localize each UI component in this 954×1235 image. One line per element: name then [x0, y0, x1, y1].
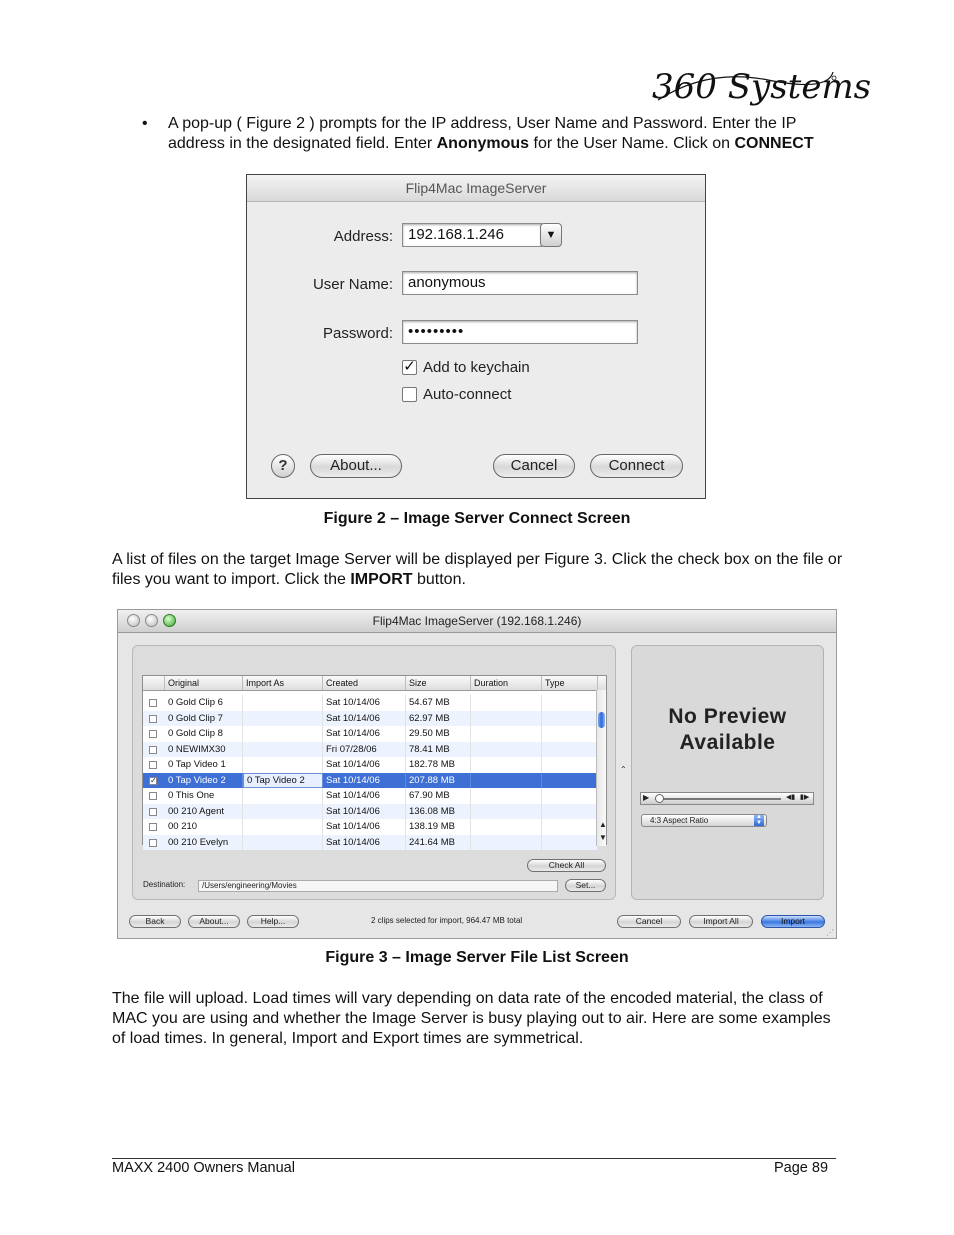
check-all-button[interactable]: Check All [527, 859, 606, 872]
cell-original: 00 210 Evelyn [165, 835, 243, 851]
column-header-original[interactable]: Original [165, 676, 243, 690]
row-checkbox[interactable] [149, 761, 157, 769]
help-button-fig3[interactable]: Help... [247, 915, 299, 928]
minimize-window-button[interactable] [145, 614, 158, 627]
preview-panel [631, 645, 824, 900]
address-label: Address: [333, 228, 393, 245]
resize-grip-icon[interactable]: ⋰ [826, 928, 834, 937]
scroll-down-arrow-icon[interactable]: ▼ [599, 833, 607, 842]
cell-duration [471, 773, 542, 789]
table-scrollbar[interactable] [596, 690, 606, 846]
row-checkbox[interactable] [149, 808, 157, 816]
username-input[interactable]: anonymous [402, 271, 638, 295]
selection-status: 2 clips selected for import, 964.47 MB total [371, 916, 523, 925]
connect-button[interactable]: Connect [590, 454, 683, 478]
row-checkbox[interactable] [149, 839, 157, 847]
bold-connect: CONNECT [734, 135, 814, 152]
table-row[interactable] [143, 835, 598, 851]
cell-size: 78.41 MB [406, 742, 471, 758]
cell-type [542, 773, 598, 789]
password-input[interactable]: ••••••••• [402, 320, 638, 344]
cell-created: Sat 10/14/06 [323, 804, 406, 820]
playback-scrubber[interactable] [655, 794, 664, 803]
about-button-fig3[interactable]: About... [188, 915, 240, 928]
cell-type [542, 757, 598, 773]
cell-import-as[interactable] [243, 726, 323, 742]
cell-type [542, 819, 598, 835]
cell-type [542, 788, 598, 804]
playback-controls [640, 792, 814, 805]
split-handle-icon[interactable]: ⌃ [620, 765, 627, 774]
connect-dialog [246, 174, 706, 499]
cell-type [542, 835, 598, 851]
cell-created: Sat 10/14/06 [323, 757, 406, 773]
cancel-button[interactable]: Cancel [493, 454, 575, 478]
cell-import-as[interactable]: 0 Tap Video 2 [243, 773, 323, 789]
row-checkbox[interactable] [149, 746, 157, 754]
autoconnect-checkbox[interactable] [402, 387, 417, 402]
column-header-duration[interactable]: Duration [471, 676, 542, 690]
company-logo [648, 60, 872, 110]
company-logo-text: 360 Systems [652, 67, 872, 107]
cell-original: 00 210 Agent [165, 804, 243, 820]
table-row[interactable] [143, 695, 598, 711]
import-button[interactable]: Import [761, 915, 825, 928]
keychain-checkbox[interactable] [402, 360, 417, 375]
column-header-type[interactable]: Type [542, 676, 598, 690]
address-dropdown-button[interactable] [540, 223, 562, 247]
cell-created: Sat 10/14/06 [323, 819, 406, 835]
cell-import-as[interactable] [243, 695, 323, 711]
cell-original: 0 Gold Clip 7 [165, 711, 243, 727]
zoom-window-button[interactable] [163, 614, 176, 627]
cell-size: 241.64 MB [406, 835, 471, 851]
cell-duration [471, 804, 542, 820]
bullet-point: • [142, 115, 148, 132]
cell-duration [471, 835, 542, 851]
question-mark-icon: ? [278, 457, 288, 474]
cell-type [542, 695, 598, 711]
file-table [142, 675, 607, 848]
cell-original: 0 This One [165, 788, 243, 804]
username-label: User Name: [312, 276, 393, 293]
footer-rule [112, 1158, 836, 1159]
table-row[interactable] [143, 726, 598, 742]
scroll-up-arrow-icon[interactable]: ▲ [599, 820, 607, 829]
cell-import-as[interactable] [243, 835, 323, 851]
cell-import-as[interactable] [243, 757, 323, 773]
step-back-icon[interactable]: ◀▮ [786, 794, 796, 801]
figure3-caption: Figure 3 – Image Server File List Screen [325, 949, 629, 966]
cell-duration [471, 788, 542, 804]
window-title: Flip4Mac ImageServer (192.168.1.246) [118, 610, 836, 633]
cell-import-as[interactable] [243, 788, 323, 804]
table-row[interactable] [143, 773, 598, 789]
cell-duration [471, 726, 542, 742]
cell-created: Sat 10/14/06 [323, 711, 406, 727]
table-row[interactable] [143, 742, 598, 758]
bold-anonymous: Anonymous [436, 135, 530, 152]
cell-type [542, 742, 598, 758]
cell-size: 54.67 MB [406, 695, 471, 711]
load-times-paragraph: The file will upload. Load times will vary depending on data rate of the encoded material, the class of MAC you are using and whether the Image Server is busy playing out to air. Here are some examples of load times. In general, Import and Export times are symmetrical. [112, 990, 831, 1047]
cell-duration [471, 819, 542, 835]
instruction-bullet: A pop-up ( Figure 2 ) prompts for the IP address, User Name and Password. Enter the IP address in the designated field. Enter Anonymous for the User Name. Click on CONNECT [168, 115, 814, 152]
cell-type [542, 726, 598, 742]
checkmark-icon: ✓ [403, 358, 416, 375]
password-label: Password: [322, 325, 393, 342]
set-destination-button[interactable]: Set... [565, 879, 606, 892]
cell-created: Sat 10/14/06 [323, 695, 406, 711]
close-window-button[interactable] [127, 614, 140, 627]
select-arrows-icon: ▲ ▼ [754, 815, 764, 826]
autoconnect-label: Auto-connect [423, 386, 512, 403]
table-row[interactable] [143, 757, 598, 773]
cell-size: 138.19 MB [406, 819, 471, 835]
cell-import-as[interactable] [243, 742, 323, 758]
destination-field[interactable]: /Users/engineering/Movies [198, 880, 558, 892]
cell-created: Sat 10/14/06 [323, 788, 406, 804]
row-checkbox[interactable] [149, 699, 157, 707]
figure2-caption: Figure 2 – Image Server Connect Screen [323, 510, 631, 527]
list-instructions: A list of files on the target Image Server will be displayed per Figure 3. Click the check box on the file or files you want to import. Click the IMPORT button. [112, 551, 843, 588]
table-row[interactable] [143, 819, 598, 835]
row-checkbox[interactable] [149, 792, 157, 800]
table-header [143, 676, 606, 691]
column-header-created[interactable]: Created [323, 676, 406, 690]
dialog-title: Flip4Mac ImageServer [247, 175, 705, 202]
scrollbar-thumb[interactable] [598, 712, 605, 728]
import-all-button[interactable]: Import All [689, 915, 753, 928]
cell-original: 0 Tap Video 2 [165, 773, 243, 789]
cancel-button-fig3[interactable]: Cancel [617, 915, 681, 928]
cell-created: Sat 10/14/06 [323, 726, 406, 742]
cell-original: 0 Gold Clip 6 [165, 695, 243, 711]
cell-created: Sat 10/14/06 [323, 835, 406, 851]
back-button[interactable]: Back [129, 915, 181, 928]
playback-track[interactable] [655, 798, 781, 800]
cell-size: 29.50 MB [406, 726, 471, 742]
cell-duration [471, 742, 542, 758]
row-checkbox[interactable] [149, 730, 157, 738]
cell-created: Fri 07/28/06 [323, 742, 406, 758]
row-checkbox[interactable]: ✓ [150, 775, 157, 785]
about-button[interactable]: About... [310, 454, 402, 478]
column-header-size[interactable]: Size [406, 676, 471, 690]
cell-duration [471, 695, 542, 711]
cell-import-as[interactable] [243, 804, 323, 820]
cell-original: 0 Gold Clip 8 [165, 726, 243, 742]
destination-label: Destination: [143, 880, 186, 889]
step-forward-icon[interactable]: ▮▶ [800, 794, 810, 801]
aspect-ratio-select[interactable]: 4:3 Aspect Ratio ▲ ▼ [641, 814, 767, 827]
column-header-check [143, 676, 165, 690]
cell-import-as[interactable] [243, 711, 323, 727]
keychain-label: Add to keychain [423, 359, 530, 376]
cell-import-as[interactable] [243, 819, 323, 835]
cell-size: 207.88 MB [406, 773, 471, 789]
cell-duration [471, 711, 542, 727]
cell-size: 62.97 MB [406, 711, 471, 727]
column-header-import-as[interactable]: Import As [243, 676, 323, 690]
cell-original: 00 210 [165, 819, 243, 835]
table-row[interactable] [143, 711, 598, 727]
cell-size: 67.90 MB [406, 788, 471, 804]
address-input[interactable]: 192.168.1.246 [402, 223, 542, 247]
cell-original: 0 NEWIMX30 [165, 742, 243, 758]
cell-duration [471, 757, 542, 773]
row-checkbox[interactable] [149, 715, 157, 723]
cell-original: 0 Tap Video 1 [165, 757, 243, 773]
cell-type [542, 711, 598, 727]
play-icon[interactable]: ▶ [643, 793, 650, 802]
cell-size: 136.08 MB [406, 804, 471, 820]
triangle-down-icon: ▼ [545, 229, 557, 241]
table-row[interactable] [143, 788, 598, 804]
cell-type [542, 804, 598, 820]
help-button[interactable] [271, 454, 295, 478]
no-preview-text: No Preview Available [668, 705, 787, 754]
footer-manual-title: MAXX 2400 Owners Manual [112, 1160, 295, 1176]
cell-created: Sat 10/14/06 [323, 773, 406, 789]
footer-page-number: Page 89 [774, 1160, 829, 1176]
bold-import: IMPORT [350, 571, 413, 588]
row-checkbox[interactable] [149, 823, 157, 831]
cell-size: 182.78 MB [406, 757, 471, 773]
table-row[interactable] [143, 804, 598, 820]
